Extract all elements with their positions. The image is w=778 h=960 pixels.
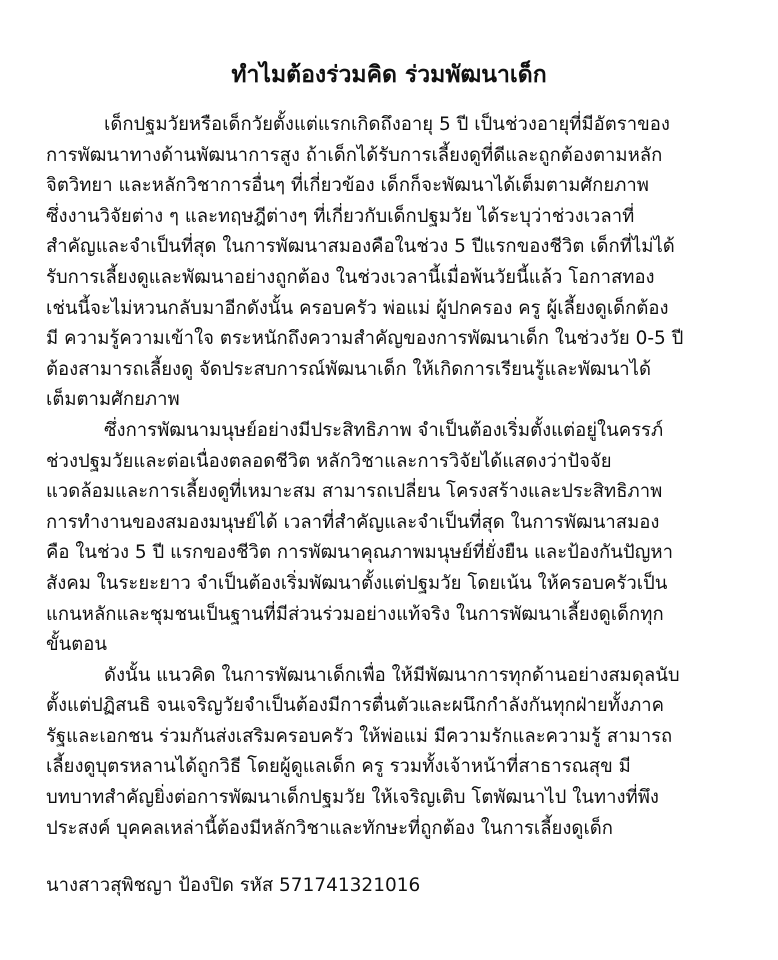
document-body	[46, 110, 746, 844]
paragraph-line: ซึ่งการพัฒนามนุษย์อย่างมีประสิทธิภาพ จำเป็นต้องเริ่มตั้งแต่อยู่ในครรภ์	[104, 419, 664, 441]
document-title: ทำไมต้องร่วมคิด ร่วมพัฒนาเด็ก	[231, 62, 547, 88]
paragraph-line: เต็มตามศักยภาพ	[46, 389, 180, 411]
paragraph-line: บทบาทสำคัญยิ่งต่อการพัฒนาเด็กปฐมวัย ให้เจริญเติบ โตพัฒนาไป ในทางที่พึง	[46, 787, 659, 809]
paragraph-line: คือ ในช่วง 5 ปี แรกของชีวิต การพัฒนาคุณภาพมนุษย์ที่ยั่งยืน และป้องกันปัญหา	[46, 542, 673, 564]
paragraph-line: เลี้ยงดูบุตรหลานได้ถูกวิธี โดยผู้ดูแลเด็ก ครู รวมทั้งเจ้าหน้าที่สาธารณสุข มี	[46, 756, 631, 778]
paragraph-line: สำคัญและจำเป็นที่สุด ในการพัฒนาสมองคือในช่วง 5 ปีแรกของชีวิต เด็กที่ไม่ได้	[46, 236, 675, 258]
paragraph-line: รัฐและเอกชน ร่วมกันส่งเสริมครอบครัว ให้พ่อแม่ มีความรักและความรู้ สามารถ	[46, 725, 673, 747]
paragraph-line: แกนหลักและชุมชนเป็นฐานที่มีส่วนร่วมอย่างแท้จริง ในการพัฒนาเลี้ยงดูเด็กทุก	[46, 603, 664, 625]
paragraph-line: ต้องสามารถเลี้ยงดู จัดประสบการณ์พัฒนาเด็ก ให้เกิดการเรียนรู้และพัฒนาได้	[46, 358, 651, 380]
author-signature-line: นางสาวสุพิชญา ป้องปิด รหัส 571741321016	[46, 875, 421, 896]
paragraph-line: จิตวิทยา และหลักวิชาการอื่นๆ ที่เกี่ยวข้อง เด็กก็จะพัฒนาได้เต็มตามศักยภาพ	[46, 175, 649, 197]
paragraph-line: ขั้นตอน	[46, 634, 108, 656]
paragraph-line: เช่นนี้จะไม่หวนกลับมาอีกดังนั้น ครอบครัว พ่อแม่ ผู้ปกครอง ครู ผู้เลี้ยงดูเด็กต้อง	[46, 297, 669, 319]
paragraph-line: การทำงานของสมองมนุษย์ได้ เวลาที่สำคัญและจำเป็นที่สุด ในการพัฒนาสมอง	[46, 511, 660, 533]
paragraph-line: แวดล้อมและการเลี้ยงดูที่เหมาะสม สามารถเปลี่ยน โครงสร้างและประสิทธิภาพ	[46, 481, 663, 503]
paragraph-line: สังคม ในระยะยาว จำเป็นต้องเริ่มพัฒนาตั้งแต่ปฐมวัย โดยเน้น ให้ครอบครัวเป็น	[46, 572, 668, 594]
paragraph-line: ประสงค์ บุคคลเหล่านี้ต้องมีหลักวิชาและทักษะที่ถูกต้อง ในการเลี้ยงดูเด็ก	[46, 817, 613, 839]
paragraph-line: รับการเลี้ยงดูและพัฒนาอย่างถูกต้อง ในช่วงเวลานี้เมื่อพ้นวัยนี้แล้ว โอกาสทอง	[46, 266, 655, 288]
paragraph-line: เด็กปฐมวัยหรือเด็กวัยตั้งแต่แรกเกิดถึงอายุ 5 ปี เป็นช่วงอายุที่มีอัตราของ	[104, 114, 670, 135]
paragraph-line: ตั้งแต่ปฏิสนธิ จนเจริญวัยจำเป็นต้องมีการตื่นตัวและผนึกกำลังกันทุกฝ่ายทั้งภาค	[46, 695, 665, 717]
paragraph-line: มี ความรู้ความเข้าใจ ตระหนักถึงความสำคัญของการพัฒนาเด็ก ในช่วงวัย 0-5 ปี	[46, 328, 684, 350]
paragraph-line: ช่วงปฐมวัยและต่อเนื่องตลอดชีวิต หลักวิชาและการวิจัยได้แสดงว่าปัจจัย	[46, 450, 612, 472]
paragraph-line: การพัฒนาทางด้านพัฒนาการสูง ถ้าเด็กได้รับการเลี้ยงดูที่ดีและถูกต้องตามหลัก	[46, 144, 663, 166]
paragraph-line: ซึ่งงานวิจัยต่าง ๆ และทฤษฎีต่างๆ ที่เกี่ยวกับเด็กปฐมวัย ได้ระบุว่าช่วงเวลาที่	[46, 205, 635, 227]
paragraph-line: ดังนั้น แนวคิด ในการพัฒนาเด็กเพื่อ ให้มีพัฒนาการทุกด้านอย่างสมดุลนับ	[104, 664, 680, 686]
